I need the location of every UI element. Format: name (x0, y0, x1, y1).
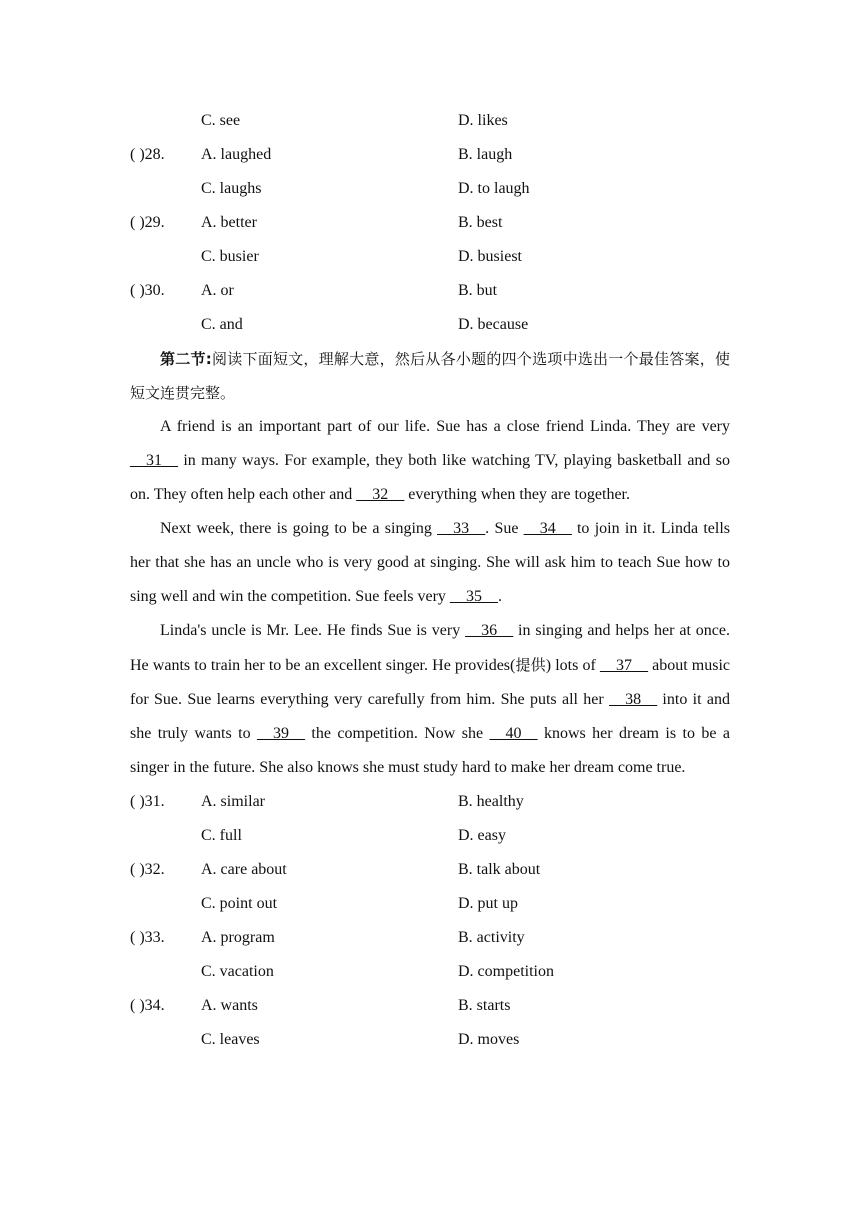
option-a: A. laughed (201, 146, 272, 163)
option-b: D. likes (458, 112, 508, 129)
question-bracket: ( )34. (130, 997, 165, 1014)
option-row (130, 921, 730, 955)
option-row (130, 785, 730, 819)
option-row (130, 240, 730, 274)
passage-text: . Sue (485, 520, 524, 537)
blank-39: __39__ (257, 725, 306, 742)
option-row (130, 1023, 730, 1057)
option-a: A. or (201, 282, 234, 299)
option-a: A. better (201, 214, 257, 231)
passage-text: knows her dream is to be a singer in the future. She also knows she must study hard to make her dream come true. (130, 725, 731, 776)
option-b: D. easy (458, 827, 506, 844)
blank-34: __34__ (523, 520, 572, 537)
option-a: C. point out (201, 895, 278, 912)
question-options (130, 785, 730, 1057)
section-instruction: 阅读下面短文，理解大意，然后从各小题的四个选项中选出一个最佳答案，使短文连贯完整。 (130, 350, 730, 402)
worksheet-page (130, 104, 730, 1057)
passage-text: in singing and helps her at once. He wants to train her to be an excellent singer. He provides( (130, 622, 730, 674)
passage-text: into it and she truly wants to (130, 691, 730, 742)
option-b: D. to laugh (458, 180, 530, 197)
question-bracket: ( )32. (130, 861, 165, 878)
option-a: C. vacation (201, 963, 274, 980)
passage-text: A friend is an important part of our life. Sue has a close friend Linda. They are very (160, 418, 730, 435)
option-a: A. program (201, 929, 275, 946)
option-b: D. moves (458, 1031, 520, 1048)
option-a: C. full (201, 827, 242, 844)
blank-33: __33__ (437, 520, 486, 537)
option-a: A. care about (201, 861, 287, 878)
option-b: B. healthy (458, 793, 524, 810)
section-label: 第二节: (160, 350, 212, 368)
question-bracket: ( )33. (130, 929, 165, 946)
option-b: B. but (458, 282, 498, 299)
option-a: A. similar (201, 793, 265, 810)
passage-text: ) lots of (545, 657, 600, 674)
blank-37: __37__ (599, 657, 648, 674)
option-b: B. talk about (458, 861, 541, 878)
option-row (130, 887, 730, 921)
option-a: C. leaves (201, 1031, 260, 1048)
top-options (130, 104, 730, 342)
option-a: C. see (201, 112, 241, 129)
passage-text: . (497, 588, 502, 605)
option-row (130, 853, 730, 887)
question-bracket: ( )28. (130, 146, 165, 163)
option-a: A. wants (201, 997, 258, 1014)
option-row (130, 955, 730, 989)
passage-text: about music for Sue. Sue learns everything very carefully from him. She puts all her (130, 657, 730, 708)
passage-paragraph-2 (130, 512, 730, 614)
passage-text: everything when they are together. (404, 486, 630, 503)
passage-paragraph-3 (130, 614, 730, 785)
blank-32: __32__ (356, 486, 405, 503)
option-b: B. starts (458, 997, 511, 1014)
option-b: D. busiest (458, 248, 522, 265)
option-b: D. put up (458, 895, 518, 912)
blank-35: __35__ (449, 588, 498, 605)
passage-text: Next week, there is going to be a singing (160, 520, 438, 537)
option-b: B. activity (458, 929, 525, 946)
option-row (130, 819, 730, 853)
passage-text: to join in it. Linda tells her that she has an uncle who is very good at singing. She will ask him to teach Sue how to sing well and win the competition. Sue feels very (130, 520, 731, 605)
option-a: C. busier (201, 248, 259, 265)
passage-paragraph-1 (130, 410, 730, 512)
blank-38: __38__ (609, 691, 658, 708)
option-row (130, 138, 730, 172)
option-b: B. laugh (458, 146, 513, 163)
passage-text: the competition. Now she (305, 725, 490, 742)
chinese-gloss: 提供 (515, 656, 546, 674)
option-b: D. because (458, 316, 529, 333)
blank-40: __40__ (489, 725, 538, 742)
question-bracket: ( )31. (130, 793, 165, 810)
option-b: D. competition (458, 963, 554, 980)
option-row (130, 104, 730, 138)
option-row (130, 274, 730, 308)
question-bracket: ( )29. (130, 214, 165, 231)
option-row (130, 308, 730, 342)
blank-31: __31__ (130, 452, 178, 469)
passage-text: in many ways. For example, they both like watching TV, playing basketball and so on. They often help each other and (130, 452, 730, 503)
option-row (130, 172, 730, 206)
question-bracket: ( )30. (130, 282, 165, 299)
section-heading (130, 342, 730, 410)
option-a: C. and (201, 316, 243, 333)
option-row (130, 206, 730, 240)
passage-text: Linda's uncle is Mr. Lee. He finds Sue is very (160, 622, 466, 639)
option-a: C. laughs (201, 180, 262, 197)
option-row (130, 989, 730, 1023)
blank-36: __36__ (465, 622, 514, 639)
option-b: B. best (458, 214, 503, 231)
